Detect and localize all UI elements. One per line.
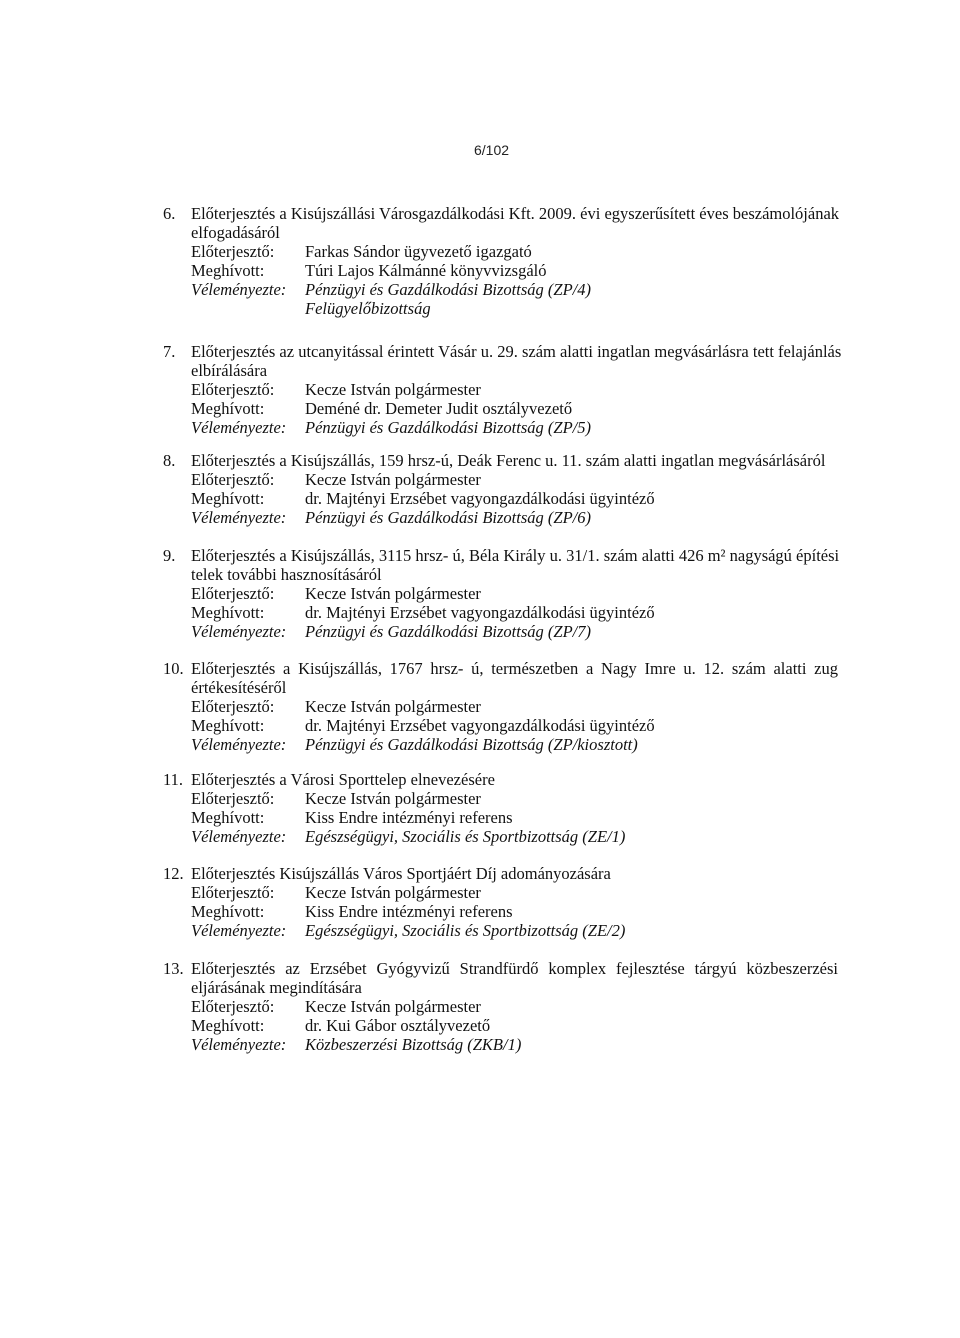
invitee-value: dr. Majtényi Erzsébet vagyongazdálkodási ügyintéző	[305, 716, 655, 735]
invitee-value: dr. Kui Gábor osztályvezető	[305, 1016, 491, 1035]
item-title-continued: értékesítéséről	[191, 678, 287, 697]
presenter-label: Előterjesztő:	[191, 470, 275, 489]
item-number: 10.	[163, 659, 184, 678]
invitee-value: Kiss Endre intézményi referens	[305, 808, 513, 827]
invitee-label: Meghívott:	[191, 902, 265, 921]
reviewer-label: Véleményezte:	[191, 418, 287, 437]
presenter-value: Kecze István polgármester	[305, 789, 481, 808]
presenter-value: Kecze István polgármester	[305, 997, 481, 1016]
presenter-label: Előterjesztő:	[191, 242, 275, 261]
item-number: 8.	[163, 451, 176, 470]
reviewer-value: Pénzügyi és Gazdálkodási Bizottság (ZP/7)	[305, 622, 591, 641]
item-number: 12.	[163, 864, 184, 883]
presenter-value: Kecze István polgármester	[305, 470, 481, 489]
item-number: 7.	[163, 342, 176, 361]
presenter-label: Előterjesztő:	[191, 380, 275, 399]
item-title-continued: elfogadásáról	[191, 223, 280, 242]
item-title: Előterjesztés a Kisújszállás, 1767 hrsz- ú, természetben a Nagy Imre u. 12. szám alatti zug	[191, 659, 838, 678]
presenter-value: Kecze István polgármester	[305, 584, 481, 603]
item-title: Előterjesztés a Kisújszállás, 159 hrsz-ú, Deák Ferenc u. 11. szám alatti ingatlan megvásárlásáról	[191, 451, 826, 470]
reviewer-value: Egészségügyi, Szociális és Sportbizottság (ZE/2)	[305, 921, 626, 940]
reviewer-value: Pénzügyi és Gazdálkodási Bizottság (ZP/6)	[305, 508, 591, 527]
invitee-label: Meghívott:	[191, 603, 265, 622]
reviewer-label: Véleményezte:	[191, 921, 287, 940]
invitee-label: Meghívott:	[191, 261, 265, 280]
invitee-value: Kiss Endre intézményi referens	[305, 902, 513, 921]
item-title: Előterjesztés az Erzsébet Gyógyvizű Strandfürdő komplex fejlesztése tárgyú közbeszerzési	[191, 959, 838, 978]
invitee-label: Meghívott:	[191, 1016, 265, 1035]
item-number: 11.	[163, 770, 184, 789]
item-number: 13.	[163, 959, 184, 978]
presenter-value: Kecze István polgármester	[305, 380, 481, 399]
item-title: Előterjesztés a Városi Sporttelep elnevezésére	[191, 770, 495, 789]
item-number: 9.	[163, 546, 176, 565]
presenter-label: Előterjesztő:	[191, 697, 275, 716]
invitee-label: Meghívott:	[191, 716, 265, 735]
presenter-label: Előterjesztő:	[191, 789, 275, 808]
presenter-label: Előterjesztő:	[191, 883, 275, 902]
reviewer-value: Egészségügyi, Szociális és Sportbizottság (ZE/1)	[305, 827, 626, 846]
invitee-label: Meghívott:	[191, 399, 265, 418]
reviewer-label: Véleményezte:	[191, 827, 287, 846]
presenter-label: Előterjesztő:	[191, 997, 275, 1016]
presenter-label: Előterjesztő:	[191, 584, 275, 603]
item-title: Előterjesztés a Kisújszállási Városgazdálkodási Kft. 2009. évi egyszerűsített éves beszámolójának	[191, 204, 840, 223]
reviewer-value: Pénzügyi és Gazdálkodási Bizottság (ZP/kiosztott)	[305, 735, 638, 754]
reviewer-label: Véleményezte:	[191, 735, 287, 754]
reviewer-label: Véleményezte:	[191, 1035, 287, 1054]
item-title-continued: eljárásának megindítására	[191, 978, 362, 997]
item-title-continued: elbírálására	[191, 361, 268, 380]
invitee-value: Túri Lajos Kálmánné könyvvizsgáló	[305, 261, 547, 280]
invitee-value: Deméné dr. Demeter Judit osztályvezető	[305, 399, 573, 418]
reviewer-label: Véleményezte:	[191, 280, 287, 299]
invitee-value: dr. Majtényi Erzsébet vagyongazdálkodási ügyintéző	[305, 489, 655, 508]
item-title: Előterjesztés Kisújszállás Város Sportjáért Díj adományozására	[191, 864, 611, 883]
presenter-value: Kecze István polgármester	[305, 883, 481, 902]
page-number: 6/102	[474, 142, 510, 158]
presenter-value: Kecze István polgármester	[305, 697, 481, 716]
presenter-value: Farkas Sándor ügyvezető igazgató	[305, 242, 532, 261]
item-title: Előterjesztés a Kisújszállás, 3115 hrsz- ú, Béla Király u. 31/1. szám alatti 426 m² nagyságú építési	[191, 546, 840, 565]
reviewer-value-secondary: Felügyelőbizottság	[305, 299, 431, 318]
reviewer-value: Közbeszerzési Bizottság (ZKB/1)	[305, 1035, 522, 1054]
reviewer-value: Pénzügyi és Gazdálkodási Bizottság (ZP/4)	[305, 280, 591, 299]
item-title: Előterjesztés az utcanyitással érintett Vásár u. 29. szám alatti ingatlan megvásárlásra tett felajánlás	[191, 342, 842, 361]
invitee-value: dr. Majtényi Erzsébet vagyongazdálkodási ügyintéző	[305, 603, 655, 622]
reviewer-value: Pénzügyi és Gazdálkodási Bizottság (ZP/5)	[305, 418, 591, 437]
invitee-label: Meghívott:	[191, 489, 265, 508]
reviewer-label: Véleményezte:	[191, 622, 287, 641]
reviewer-label: Véleményezte:	[191, 508, 287, 527]
invitee-label: Meghívott:	[191, 808, 265, 827]
item-number: 6.	[163, 204, 176, 223]
item-title-continued: telek további hasznosításáról	[191, 565, 382, 584]
